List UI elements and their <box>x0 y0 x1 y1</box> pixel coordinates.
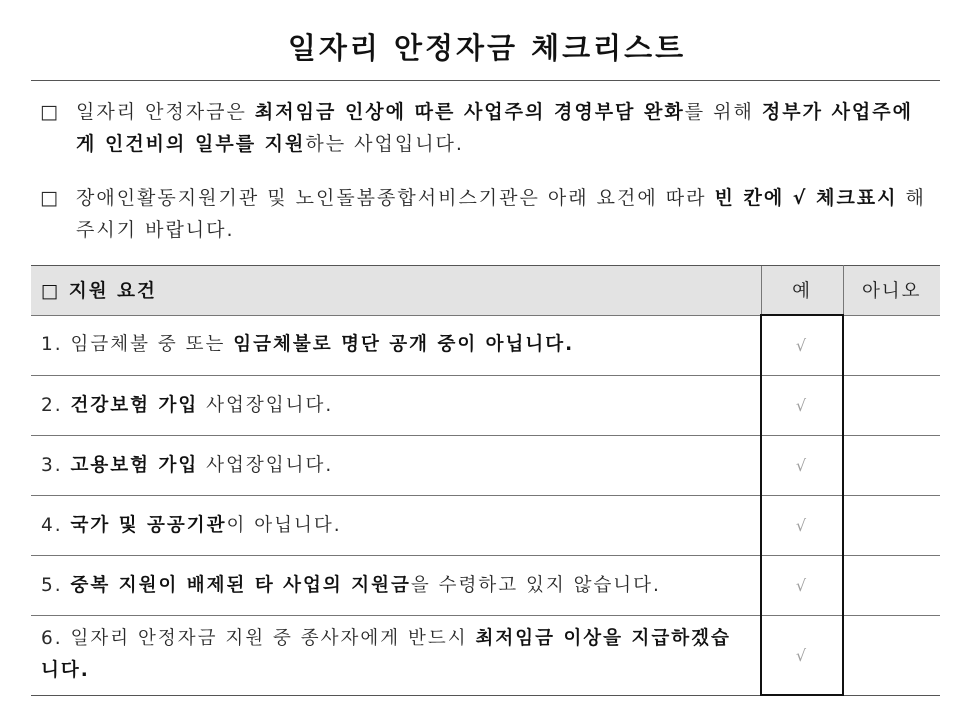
no-checkbox-cell[interactable] <box>843 556 940 616</box>
row-number: 5. <box>41 574 71 596</box>
no-checkbox-cell[interactable] <box>843 496 940 556</box>
requirement-cell <box>31 315 761 376</box>
requirement-text: 임금체불 중 또는 <box>70 334 234 356</box>
intro-text-part: 일자리 안정자금은 <box>76 101 255 123</box>
requirement-emphasis: 최저임금 이상을 지급하겠습니다. <box>41 628 731 682</box>
requirement-emphasis: 고용보험 가입 <box>70 454 199 476</box>
requirement-cell <box>31 436 761 496</box>
no-checkbox-cell[interactable] <box>843 616 940 696</box>
yes-checkbox-cell[interactable]: √ <box>761 556 843 616</box>
table-row <box>31 616 940 696</box>
table-header-row <box>31 266 940 316</box>
table-row <box>31 376 940 436</box>
requirement-cell <box>31 376 761 436</box>
requirement-emphasis: 건강보험 가입 <box>70 394 199 416</box>
page-title: 일자리 안정자금 체크리스트 <box>287 31 687 65</box>
title-divider <box>31 80 940 81</box>
checkbox-bullet-icon: □ <box>40 101 60 123</box>
header-yes: 예 <box>761 266 843 316</box>
no-checkbox-cell[interactable] <box>843 376 940 436</box>
intro-text-part: 를 위해 <box>684 101 762 123</box>
yes-checkbox-cell[interactable]: √ <box>761 315 843 376</box>
requirement-cell <box>31 496 761 556</box>
requirement-text: 이 아닙니다. <box>226 514 342 536</box>
row-number: 4. <box>41 514 71 536</box>
table-row <box>31 496 940 556</box>
requirement-text: 을 수령하고 있지 않습니다. <box>410 574 661 596</box>
row-number: 2. <box>41 394 71 416</box>
requirement-emphasis: 임금체불로 명단 공개 중이 아닙니다. <box>233 334 575 356</box>
checkbox-bullet-icon: □ <box>40 187 60 209</box>
instruction-emphasis: 빈 칸에 √ 체크표시 <box>714 187 898 209</box>
table-row <box>31 315 940 376</box>
table-row <box>31 436 940 496</box>
row-number: 6. <box>41 628 71 650</box>
no-checkbox-cell[interactable] <box>843 436 940 496</box>
intro-text-part: 하는 사업입니다. <box>305 133 464 155</box>
instruction-text-part: 장애인활동지원기관 및 노인돌봄종합서비스기관은 아래 요건에 따라 <box>76 187 715 209</box>
row-number: 3. <box>41 454 71 476</box>
instruction-text-part: 해 주시기 바랍니다. <box>76 187 926 241</box>
no-checkbox-cell[interactable] <box>843 315 940 376</box>
yes-checkbox-cell[interactable]: √ <box>761 376 843 436</box>
instruction-text <box>76 182 930 246</box>
requirement-cell <box>31 556 761 616</box>
instruction-paragraph <box>40 182 930 246</box>
intro-emphasis: 정부가 사업주에게 인건비의 일부를 지원 <box>76 101 913 155</box>
row-number: 1. <box>41 334 71 356</box>
intro-emphasis: 최저임금 인상에 따른 사업주의 경영부담 완화 <box>254 101 685 123</box>
requirement-emphasis: 국가 및 공공기관 <box>70 514 227 536</box>
requirement-cell <box>31 616 761 696</box>
table-row <box>31 556 940 616</box>
intro-text <box>76 96 930 160</box>
requirement-text: 사업장입니다. <box>198 394 334 416</box>
requirements-table <box>31 265 940 696</box>
yes-checkbox-cell[interactable]: √ <box>761 616 843 696</box>
header-no: 아니오 <box>843 266 940 316</box>
requirement-text: 사업장입니다. <box>198 454 334 476</box>
header-requirement: □ 지원 요건 <box>31 266 761 316</box>
requirement-emphasis: 중복 지원이 배제된 타 사업의 지원금 <box>70 574 411 596</box>
yes-checkbox-cell[interactable]: √ <box>761 436 843 496</box>
intro-paragraph <box>40 96 930 160</box>
yes-checkbox-cell[interactable]: √ <box>761 496 843 556</box>
requirement-text: 일자리 안정자금 지원 중 종사자에게 반드시 <box>70 628 476 650</box>
